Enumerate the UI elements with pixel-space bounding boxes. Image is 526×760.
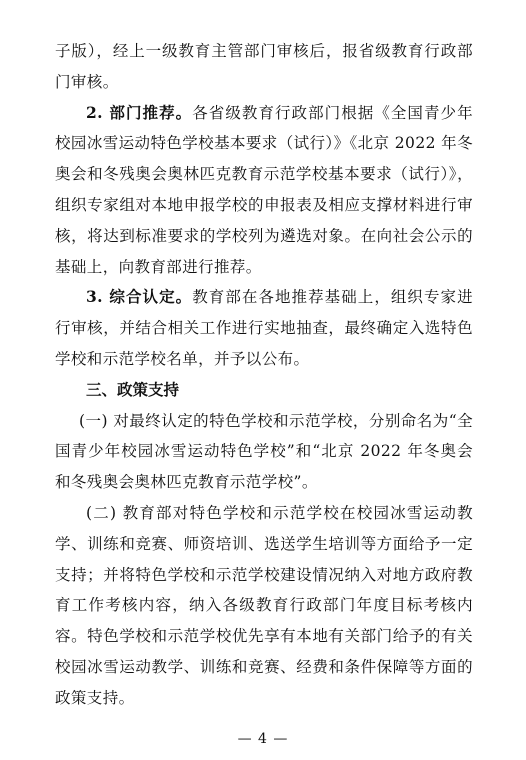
paragraph-department-recommendation	[55, 98, 473, 283]
paragraph-lead: 2. 部门推荐。	[86, 102, 193, 122]
section-heading-policy-support: 三、政策支持	[86, 380, 180, 399]
document-body	[55, 36, 473, 714]
paragraph-text: 教育部在各地推荐基础上，组织专家进行审核，并结合相关工作进行实地抽查，最终确定入选特色学校和示范学校名单，并予以公布。	[55, 288, 473, 368]
paragraph-comprehensive-review	[55, 282, 473, 374]
paragraph-continuation: 子版），经上一级教育主管部门审核后，报省级教育行政部门审核。	[55, 42, 473, 91]
paragraph-policy-item-1: (一) 对最终认定的特色学校和示范学校，分别命名为“全国青少年校园冰雪运动特色学校”和“北京 2022 年冬奥会和冬残奥会奥林匹克教育示范学校”。	[55, 411, 473, 492]
paragraph-lead: 3. 综合认定。	[86, 287, 193, 307]
page-number: — 4 —	[237, 731, 289, 747]
paragraph-text: 各省级教育行政部门根据《全国青少年校园冰雪运动特色学校基本要求（试行）》《北京 2022 年冬奥会和冬残奥会奥林匹克教育示范学校基本要求（试行）》，组织专家组对本地申报学校的申报表及相应支撑材料进行审核，将达到标准要求的学校列为遴选对象。在向社会公示的基础上，向教育部进行推荐。	[55, 103, 473, 276]
paragraph-policy-item-2: (二) 教育部对特色学校和示范学校在校园冰雪运动教学、训练和竞赛、师资培训、选送学生培训等方面给予一定支持；并将特色学校和示范学校建设情况纳入对地方政府教育工作考核内容，纳入各级教育行政部门年度目标考核内容。特色学校和示范学校优先享有本地有关部门给予的有关校园冰雪运动教学、训练和竞赛、经费和条件保障等方面的政策支持。	[55, 503, 473, 707]
